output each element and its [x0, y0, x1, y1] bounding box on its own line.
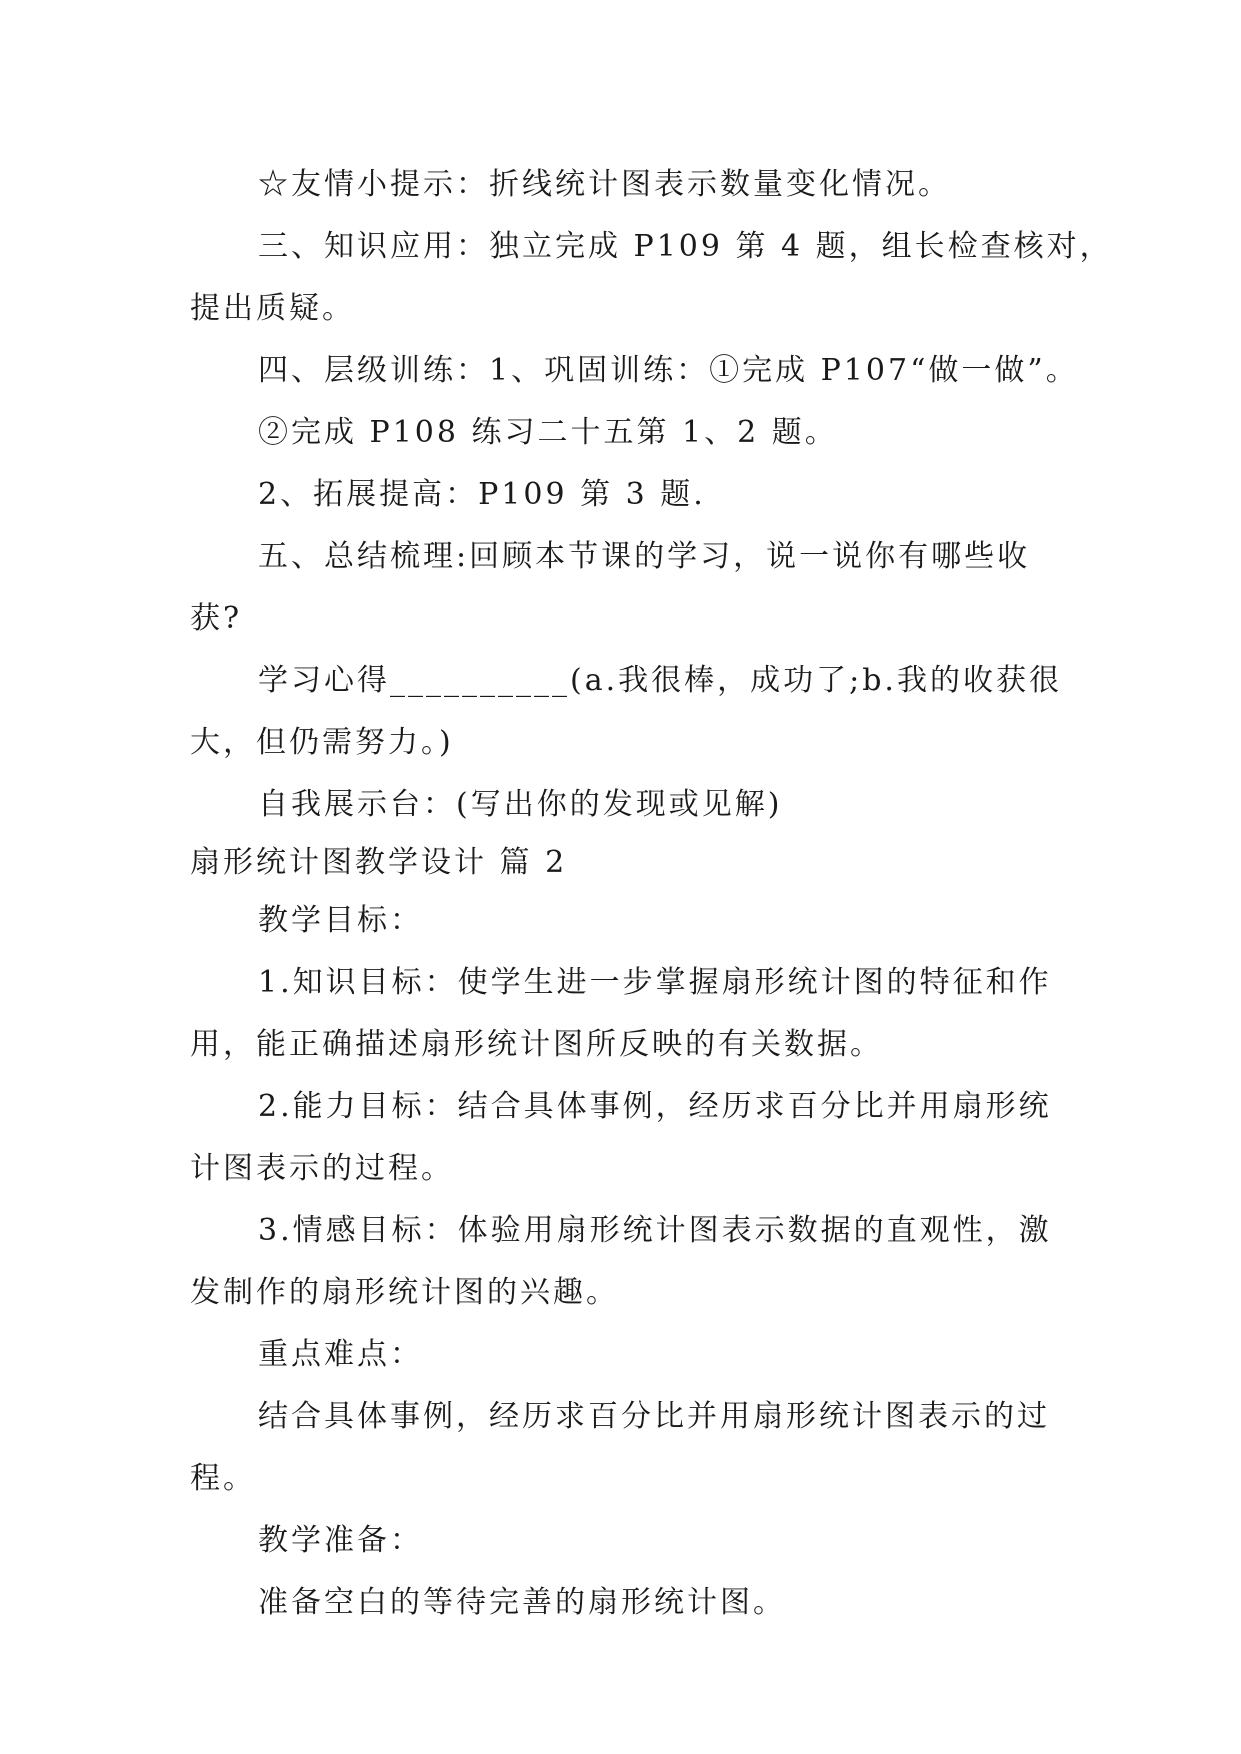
knowledge-goal-line: 1.知识目标：使学生进一步掌握扇形统计图的特征和作 [258, 965, 1052, 1000]
knowledge-goal-continued: 用，能正确描述扇形统计图所反映的有关数据。 [190, 1027, 883, 1062]
key-points-line: 结合具体事例，经历求百分比并用扇形统计图表示的过 [258, 1399, 1050, 1434]
knowledge-application-line: 三、知识应用：独立完成 P109 第 4 题，组长检查核对， [258, 229, 1113, 264]
self-showcase-line: 自我展示台：(写出你的发现或见解) [258, 787, 783, 822]
emotion-goal-continued: 发制作的扇形统计图的兴趣。 [190, 1275, 619, 1310]
preparation-heading: 教学准备： [258, 1523, 423, 1558]
ability-goal-line: 2.能力目标：结合具体事例，经历求百分比并用扇形统 [258, 1089, 1052, 1124]
section-heading: 扇形统计图教学设计 篇 2 [190, 845, 568, 880]
emotion-goal-line: 3.情感目标：体验用扇形统计图表示数据的直观性，激 [258, 1213, 1052, 1248]
level-training-line: 四、层级训练：1、巩固训练：①完成 P107“做一做”。 [258, 353, 1079, 388]
tip-line: ☆友情小提示：折线统计图表示数量变化情况。 [258, 167, 951, 202]
extension-line: 2、拓展提高：P109 第 3 题. [258, 477, 706, 512]
key-points-heading: 重点难点： [258, 1337, 423, 1372]
knowledge-application-continued: 提出质疑。 [190, 291, 355, 326]
learning-reflection-line: 学习心得__________(a.我很棒，成功了;b.我的收获很 [258, 663, 1062, 698]
preparation-line: 准备空白的等待完善的扇形统计图。 [258, 1585, 786, 1620]
key-points-continued: 程。 [190, 1461, 256, 1496]
ability-goal-continued: 计图表示的过程。 [190, 1151, 454, 1186]
summary-line: 五、总结梳理:回顾本节课的学习，说一说你有哪些收 [258, 539, 1031, 574]
summary-continued: 获? [190, 601, 243, 636]
learning-reflection-continued: 大，但仍需努力。) [190, 725, 454, 760]
teaching-goals-heading: 教学目标： [258, 903, 423, 938]
level-training-item-2: ②完成 P108 练习二十五第 1、2 题。 [258, 415, 838, 450]
